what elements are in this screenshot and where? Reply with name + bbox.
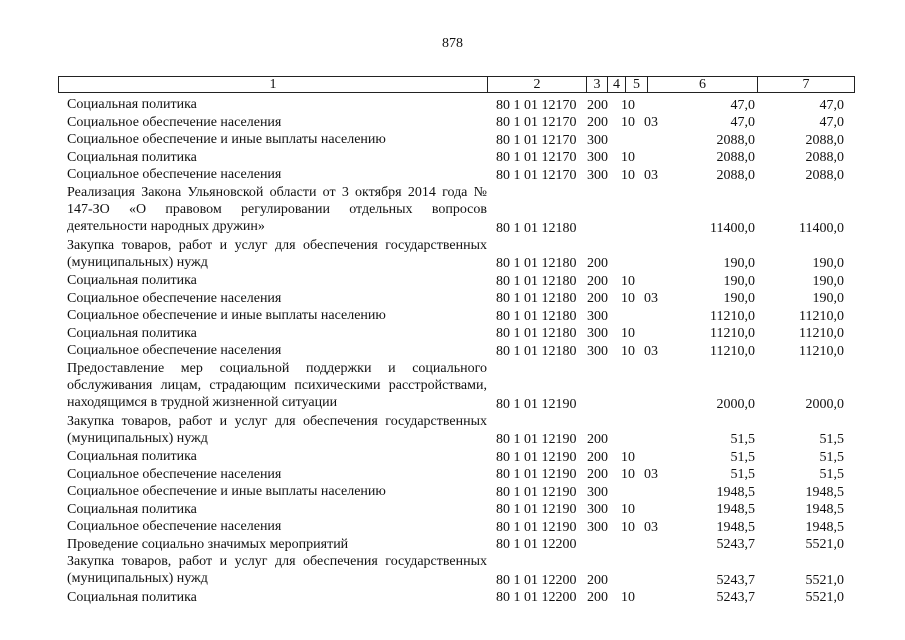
row-description: Реализация Закона Ульяновской области от 3 октября 2014 года № 147-ЗО «О правовом регулировании отдельных вопросов деятельности народных дружин» — [67, 184, 487, 234]
row-c6: 51,5 — [730, 467, 755, 483]
row-c6: 2088,0 — [716, 167, 755, 183]
row-c3: 200 — [587, 467, 608, 483]
table-row — [0, 307, 905, 325]
row-c7: 2088,0 — [805, 132, 844, 148]
row-code: 80 1 01 12180 — [496, 255, 577, 271]
row-c5: 03 — [644, 343, 658, 359]
row-code: 80 1 01 12180 — [496, 273, 577, 289]
row-description: Социальная политика — [67, 149, 197, 165]
row-c7: 11400,0 — [799, 220, 844, 236]
row-c6: 5243,7 — [716, 572, 755, 588]
row-description: Социальное обеспечение населения — [67, 343, 282, 359]
row-description: Социальная политика — [67, 501, 197, 517]
row-c4: 10 — [621, 519, 635, 535]
row-c6: 1948,5 — [716, 519, 755, 535]
row-code: 80 1 01 12170 — [496, 150, 577, 166]
row-c5: 03 — [644, 167, 658, 183]
row-description: Социальное обеспечение и иные выплаты населению — [67, 132, 386, 148]
header-col-7: 7 — [802, 77, 810, 92]
row-code: 80 1 01 12190 — [496, 519, 577, 535]
row-c4: 10 — [621, 467, 635, 483]
row-c3: 300 — [587, 343, 608, 359]
row-c4: 10 — [621, 343, 635, 359]
row-c3: 300 — [587, 132, 608, 148]
row-c7: 47,0 — [819, 97, 844, 113]
row-c6: 51,5 — [730, 449, 755, 465]
row-c6: 11210,0 — [710, 343, 755, 359]
table-row — [0, 448, 905, 466]
row-c4: 10 — [621, 97, 635, 113]
row-description: Предоставление мер социальной поддержки и социального обслуживания лицам, страдающим психическими расстройствами, находящимся в трудной жизненной ситуации — [67, 360, 487, 410]
table-row — [0, 325, 905, 343]
row-c3: 200 — [587, 97, 608, 113]
row-c7: 1948,5 — [805, 484, 844, 500]
row-c7: 5521,0 — [805, 537, 844, 553]
row-c4: 10 — [621, 590, 635, 606]
table-row — [0, 131, 905, 149]
row-code: 80 1 01 12190 — [496, 431, 577, 447]
table-row — [0, 272, 905, 290]
row-c3: 300 — [587, 326, 608, 342]
row-code: 80 1 01 12170 — [496, 167, 577, 183]
header-col-2: 2 — [533, 77, 541, 92]
row-c3: 200 — [587, 590, 608, 606]
row-code: 80 1 01 12190 — [496, 484, 577, 500]
row-description: Социальная политика — [67, 448, 197, 464]
row-c4: 10 — [621, 291, 635, 307]
row-c7: 190,0 — [812, 255, 844, 271]
row-c7: 11210,0 — [799, 343, 844, 359]
header-col-1: 1 — [269, 77, 277, 92]
row-c6: 190,0 — [723, 291, 755, 307]
table-row — [0, 360, 905, 413]
row-c6: 2088,0 — [716, 150, 755, 166]
table-row — [0, 518, 905, 536]
row-code: 80 1 01 12180 — [496, 308, 577, 324]
table-row — [0, 553, 905, 588]
row-c3: 300 — [587, 308, 608, 324]
row-c6: 1948,5 — [716, 484, 755, 500]
row-c7: 2000,0 — [805, 396, 844, 412]
table-row — [0, 149, 905, 167]
row-c6: 11400,0 — [710, 220, 755, 236]
row-c3: 200 — [587, 449, 608, 465]
row-c7: 5521,0 — [805, 590, 844, 606]
row-description: Социальное обеспечение и иные выплаты населению — [67, 308, 386, 324]
row-c6: 47,0 — [730, 115, 755, 131]
table-row — [0, 166, 905, 184]
row-c3: 300 — [587, 150, 608, 166]
row-c7: 11210,0 — [799, 308, 844, 324]
row-code: 80 1 01 12180 — [496, 343, 577, 359]
row-description: Социальная политика — [67, 272, 197, 288]
row-c5: 03 — [644, 519, 658, 535]
row-c7: 51,5 — [819, 467, 844, 483]
row-c3: 200 — [587, 291, 608, 307]
row-c5: 03 — [644, 115, 658, 131]
row-c7: 1948,5 — [805, 519, 844, 535]
row-description: Социальная политика — [67, 325, 197, 341]
row-c3: 200 — [587, 255, 608, 271]
row-c7: 190,0 — [812, 291, 844, 307]
row-code: 80 1 01 12200 — [496, 572, 577, 588]
row-c3: 300 — [587, 502, 608, 518]
row-c4: 10 — [621, 167, 635, 183]
row-description: Закупка товаров, работ и услуг для обеспечения государственных (муниципальных) нужд — [67, 237, 487, 270]
table-row — [0, 466, 905, 484]
row-description: Социальное обеспечение и иные выплаты населению — [67, 484, 386, 500]
row-c6: 2088,0 — [716, 132, 755, 148]
table-row — [0, 413, 905, 448]
row-c6: 11210,0 — [710, 326, 755, 342]
row-c7: 51,5 — [819, 449, 844, 465]
table-row — [0, 96, 905, 114]
row-code: 80 1 01 12200 — [496, 537, 577, 553]
table-body — [0, 96, 905, 606]
row-c6: 190,0 — [723, 255, 755, 271]
row-c7: 190,0 — [812, 273, 844, 289]
row-code: 80 1 01 12180 — [496, 326, 577, 342]
row-code: 80 1 01 12170 — [496, 97, 577, 113]
row-c7: 11210,0 — [799, 326, 844, 342]
row-code: 80 1 01 12200 — [496, 590, 577, 606]
row-code: 80 1 01 12190 — [496, 502, 577, 518]
row-description: Социальное обеспечение населения — [67, 466, 282, 482]
row-c6: 51,5 — [730, 431, 755, 447]
row-c6: 5243,7 — [716, 537, 755, 553]
row-c7: 1948,5 — [805, 502, 844, 518]
row-code: 80 1 01 12180 — [496, 220, 577, 236]
row-code: 80 1 01 12180 — [496, 291, 577, 307]
table-row — [0, 237, 905, 272]
row-code: 80 1 01 12190 — [496, 467, 577, 483]
row-c3: 200 — [587, 431, 608, 447]
table-header — [58, 76, 855, 93]
table-row — [0, 342, 905, 360]
row-c6: 2000,0 — [716, 396, 755, 412]
table-row — [0, 501, 905, 519]
header-col-3: 3 — [593, 77, 601, 92]
row-description: Социальное обеспечение населения — [67, 114, 282, 130]
row-description: Социальная политика — [67, 97, 197, 112]
row-c3: 300 — [587, 167, 608, 183]
table-row — [0, 483, 905, 501]
row-c7: 2088,0 — [805, 167, 844, 183]
table-row — [0, 114, 905, 132]
header-col-6: 6 — [699, 77, 706, 92]
row-c4: 10 — [621, 273, 635, 289]
header-col-5: 5 — [633, 77, 640, 92]
row-c4: 10 — [621, 502, 635, 518]
row-c6: 11210,0 — [710, 308, 755, 324]
row-description: Закупка товаров, работ и услуг для обеспечения государственных (муниципальных) нужд — [67, 413, 487, 446]
row-code: 80 1 01 12170 — [496, 115, 577, 131]
row-c3: 300 — [587, 484, 608, 500]
row-c5: 03 — [644, 291, 658, 307]
row-c4: 10 — [621, 150, 635, 166]
row-c7: 47,0 — [819, 115, 844, 131]
row-code: 80 1 01 12190 — [496, 396, 577, 412]
row-code: 80 1 01 12170 — [496, 132, 577, 148]
header-col-4: 4 — [613, 77, 620, 92]
row-c5: 03 — [644, 467, 658, 483]
row-c6: 5243,7 — [716, 590, 755, 606]
row-description: Социальное обеспечение населения — [67, 290, 282, 306]
row-c7: 2088,0 — [805, 150, 844, 166]
row-description: Социальное обеспечение населения — [67, 167, 282, 183]
row-c6: 190,0 — [723, 273, 755, 289]
row-c7: 5521,0 — [805, 572, 844, 588]
page-number: 878 — [442, 36, 463, 51]
table-row — [0, 589, 905, 607]
row-c3: 200 — [587, 273, 608, 289]
row-c3: 200 — [587, 572, 608, 588]
row-description: Закупка товаров, работ и услуг для обеспечения государственных (муниципальных) нужд — [67, 554, 487, 587]
table-row — [0, 536, 905, 554]
row-c4: 10 — [621, 326, 635, 342]
row-c4: 10 — [621, 449, 635, 465]
row-c4: 10 — [621, 115, 635, 131]
row-description: Проведение социально значимых мероприятий — [67, 536, 349, 552]
row-c3: 200 — [587, 115, 608, 131]
table-row — [0, 290, 905, 308]
row-description: Социальная политика — [67, 589, 197, 605]
row-c7: 51,5 — [819, 431, 844, 447]
row-description: Социальное обеспечение населения — [67, 519, 282, 535]
table-row — [0, 184, 905, 237]
row-code: 80 1 01 12190 — [496, 449, 577, 465]
row-c6: 1948,5 — [716, 502, 755, 518]
row-c6: 47,0 — [730, 97, 755, 113]
row-c3: 300 — [587, 519, 608, 535]
